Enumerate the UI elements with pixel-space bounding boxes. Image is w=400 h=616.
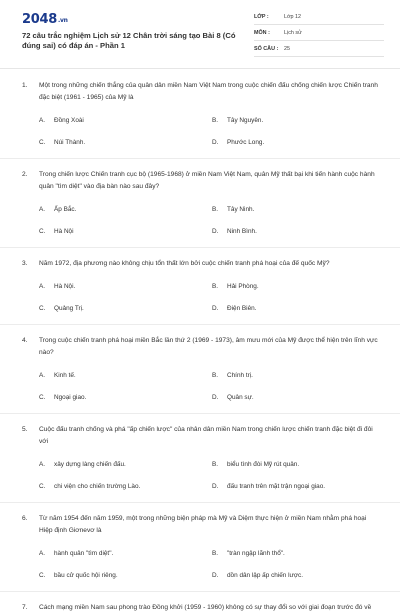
option-letter: C. — [39, 572, 46, 579]
option-letter: B. — [212, 550, 219, 557]
document-title: 72 câu trắc nghiệm Lịch sử 12 Chân trời sáng tạo Bài 8 (Có đúng sai) có đáp án - Phần 1 — [22, 31, 236, 50]
answer-option-c[interactable] — [39, 304, 84, 314]
answer-option-b[interactable] — [212, 282, 259, 292]
option-letter: A. — [39, 372, 46, 379]
option-text: bầu cử quốc hội riêng. — [54, 572, 118, 579]
option-text: Ninh Bình. — [227, 228, 257, 235]
question-text — [0, 80, 400, 104]
answer-option-c[interactable] — [39, 571, 118, 581]
answer-option-c[interactable] — [39, 138, 85, 148]
question-text — [0, 335, 400, 359]
answer-option-c[interactable] — [39, 393, 86, 403]
question-text — [0, 513, 400, 537]
option-text: Quảng Trị. — [54, 305, 84, 312]
option-text: Phước Long. — [227, 139, 265, 146]
option-letter: C. — [39, 228, 46, 235]
option-text: Kinh tế. — [54, 372, 76, 379]
option-text: Hà Nội. — [54, 283, 76, 290]
answer-options — [0, 199, 400, 247]
answer-option-a[interactable] — [39, 205, 76, 215]
question-item — [0, 424, 400, 513]
question-text — [0, 169, 400, 193]
answer-option-d[interactable] — [212, 304, 257, 314]
option-letter: C. — [39, 139, 46, 146]
meta-row-subject — [254, 28, 384, 41]
option-letter: D. — [212, 483, 219, 490]
option-letter: D. — [212, 228, 219, 235]
answer-option-d[interactable] — [212, 571, 303, 581]
answer-options — [0, 543, 400, 591]
question-item — [0, 258, 400, 335]
answer-option-b[interactable] — [212, 205, 254, 215]
answer-option-b[interactable] — [212, 549, 285, 559]
question-number: 6. — [22, 515, 28, 522]
meta-row-count — [254, 44, 384, 57]
document-meta — [254, 12, 384, 60]
logo-suffix: .vn — [57, 17, 68, 24]
option-text: hành quân "tìm diệt". — [54, 550, 114, 557]
question-item — [0, 80, 400, 169]
question-divider — [0, 247, 400, 248]
answer-option-b[interactable] — [212, 116, 263, 126]
option-text: Điện Biên. — [227, 305, 257, 312]
question-number: 5. — [22, 426, 28, 433]
option-text: Hải Phòng. — [227, 283, 259, 290]
answer-options — [0, 276, 400, 324]
question-item — [0, 602, 400, 616]
option-letter: C. — [39, 483, 46, 490]
answer-option-d[interactable] — [212, 138, 264, 148]
answer-option-d[interactable] — [212, 227, 257, 237]
site-logo[interactable] — [22, 12, 68, 27]
option-text: Ngoại giao. — [54, 394, 87, 401]
question-text — [0, 258, 400, 270]
question-divider — [0, 324, 400, 325]
question-text — [0, 602, 400, 614]
option-letter: A. — [39, 206, 46, 213]
option-text: Tây Ninh. — [227, 206, 255, 213]
question-stem: Một trong những chiến thắng của quân dân miền Nam Việt Nam trong cuộc chiến đấu chống chiến lược Chiến tranh đặc biệt (1961 - 1965) của Mỹ là — [39, 82, 378, 101]
answer-option-d[interactable] — [212, 393, 254, 403]
header-divider — [0, 68, 400, 69]
question-number: 7. — [22, 604, 28, 611]
meta-row-class — [254, 12, 384, 25]
option-text: chi viện cho chiến trường Lào. — [54, 483, 141, 490]
answer-option-b[interactable] — [212, 460, 299, 470]
answer-option-c[interactable] — [39, 227, 74, 237]
option-text: Núi Thành. — [54, 139, 86, 146]
option-letter: B. — [212, 206, 219, 213]
option-letter: B. — [212, 461, 219, 468]
option-letter: A. — [39, 283, 46, 290]
answer-option-d[interactable] — [212, 482, 325, 492]
question-list — [0, 80, 400, 616]
question-stem: Từ năm 1954 đến năm 1959, một trong những biện pháp mà Mỹ và Diệm thực hiện ở miền Nam nhằm phá hoại Hiệp định Giơnevơ là — [39, 515, 367, 534]
option-text: đấu tranh trên mặt trận ngoại giao. — [227, 483, 326, 490]
document-header — [0, 0, 400, 68]
question-stem: Trong cuộc chiến tranh phá hoại miền Bắc lần thứ 2 (1969 - 1973), âm mưu mới của Mỹ được thể hiện trên lĩnh vực nào? — [39, 337, 378, 356]
answer-option-c[interactable] — [39, 482, 140, 492]
question-stem: Cách mạng miền Nam sau phong trào Đồng khởi (1959 - 1960) không có sự thay đổi so với giai đoạn trước đó về — [39, 604, 372, 611]
answer-options — [0, 110, 400, 158]
option-letter: D. — [212, 572, 219, 579]
meta-value-subject: Lịch sử — [284, 30, 302, 36]
option-text: Đồng Xoài — [54, 117, 84, 124]
meta-key-count: SỐ CÂU : — [254, 46, 279, 52]
answer-options — [0, 365, 400, 413]
option-letter: B. — [212, 372, 219, 379]
option-letter: B. — [212, 117, 219, 124]
option-text: Chính trị. — [227, 372, 253, 379]
option-letter: D. — [212, 394, 219, 401]
option-letter: D. — [212, 139, 219, 146]
question-divider — [0, 158, 400, 159]
option-text: Quân sự. — [227, 394, 254, 401]
logo-main: 2048 — [22, 12, 57, 27]
meta-key-class: LỚP : — [254, 14, 269, 20]
answer-options — [0, 454, 400, 502]
answer-option-a[interactable] — [39, 371, 76, 381]
option-text: dồn dân lập ấp chiến lược. — [227, 572, 303, 579]
option-letter: A. — [39, 117, 46, 124]
question-item — [0, 169, 400, 258]
option-letter: C. — [39, 305, 46, 312]
question-number: 2. — [22, 171, 28, 178]
option-letter: C. — [39, 394, 46, 401]
option-letter: A. — [39, 550, 46, 557]
answer-option-a[interactable] — [39, 116, 84, 126]
question-divider — [0, 591, 400, 592]
answer-option-a[interactable] — [39, 549, 113, 559]
question-stem: Trong chiến lược Chiến tranh cục bộ (1965-1968) ở miền Nam Việt Nam, quân Mỹ thất bại khi tiến hành cuộc hành quân "tìm diệt" vào địa bàn nào sau đây? — [39, 171, 375, 190]
question-text — [0, 424, 400, 448]
option-text: "tràn ngập lãnh thổ". — [227, 550, 285, 557]
option-text: xây dựng làng chiến đấu. — [54, 461, 126, 468]
question-divider — [0, 413, 400, 414]
answer-option-b[interactable] — [212, 371, 253, 381]
question-stem: Cuộc đấu tranh chống và phá "ấp chiến lược" của nhân dân miền Nam trong chiến lược chiến tranh đặc biệt đi đôi với — [39, 426, 373, 445]
meta-value-class: Lớp 12 — [284, 14, 302, 20]
option-letter: B. — [212, 283, 219, 290]
question-number: 1. — [22, 82, 28, 89]
question-item — [0, 335, 400, 424]
question-item — [0, 513, 400, 602]
option-letter: D. — [212, 305, 219, 312]
meta-key-subject: MÔN : — [254, 30, 270, 36]
meta-value-count: 25 — [284, 46, 290, 52]
option-text: Tây Nguyên. — [227, 117, 264, 124]
answer-option-a[interactable] — [39, 282, 75, 292]
question-divider — [0, 502, 400, 503]
question-stem: Năm 1972, địa phương nào không chịu tổn thất lớn bởi cuộc chiến tranh phá hoại của đế quốc Mỹ? — [39, 260, 330, 267]
option-text: Ấp Bắc. — [54, 206, 77, 213]
question-number: 4. — [22, 337, 28, 344]
option-text: Hà Nội — [54, 228, 74, 235]
option-text: biểu tình đòi Mỹ rút quân. — [227, 461, 300, 468]
answer-option-a[interactable] — [39, 460, 126, 470]
question-number: 3. — [22, 260, 28, 267]
option-letter: A. — [39, 461, 46, 468]
